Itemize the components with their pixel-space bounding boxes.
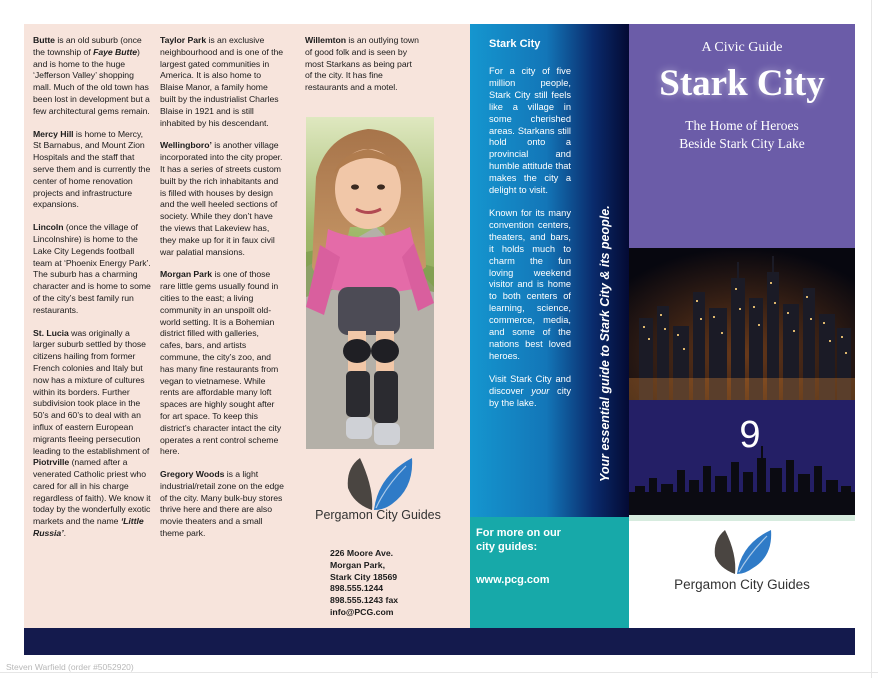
column-3 [305, 35, 421, 105]
address-line: Stark City 18569 [330, 571, 398, 582]
visit-paragraph: Visit Stark City and discover your city by the lake. [489, 373, 572, 408]
vertical-tagline: Your essential guide to Stark City & its people. [598, 205, 612, 482]
cover-logo-wordmark: Pergamon City Guides [674, 577, 810, 592]
intro-paragraph: For a city of five million people, Stark City still feels like a village in some cherished areas. Starkans still hold onto a provincial and humble attitude that makes the city a delight to visit. [489, 66, 571, 196]
address-line: Morgan Park, [330, 559, 386, 570]
contact-address [330, 548, 450, 619]
cover-subtitle: The Home of Heroes Beside Stark City Lake [679, 118, 805, 151]
address-line: 226 Moore Ave. [330, 548, 394, 558]
order-footer: Steven Warfield (order #5052920) [6, 662, 134, 672]
cover-title: Stark City [659, 63, 825, 104]
leaf-logo-icon [629, 528, 855, 584]
middle-body [489, 66, 571, 420]
wellingboro-paragraph: Wellingboro’ is another village incorporated into the city proper. It has a series of streets custom built by the rich inhabitants and is filled with houses by design and the well heeled sections of society. While they don’t have the views that Lakeview has, they make up for it in faux civil war palatial mansions. [160, 140, 283, 257]
butte-name: Butte [33, 35, 55, 45]
more-info-heading: For more on our city guides: [476, 527, 561, 553]
page-edge-bottom [0, 672, 878, 673]
willemton-paragraph: Willemton is an outlying town of good folk and is seen by most Starkans as being part of the city. It has fine restaurants and a motel. [305, 35, 419, 93]
mercy-hill-paragraph: Mercy Hill is home to Mercy, St Barnabus, and Mount Zion Hospitals and the staff that serve them and is currently the center of home renovation projects and infrastructure expansions. [33, 128, 151, 210]
faye-butte-name: Faye Butte [93, 46, 137, 57]
column-2 [160, 35, 284, 551]
lincoln-paragraph: Lincoln (once the village of Lincolnshire) is home to the Lake City Legends football team at ‘Phoenix Energy Park’. The suburb has a charming character and is home to some of the city’s best family run restaurants. [33, 222, 151, 315]
cover-kicker: A Civic Guide [701, 40, 783, 55]
middle-title: Stark City [489, 38, 541, 50]
column-1 [33, 35, 153, 551]
issue-number: 9 [739, 414, 761, 456]
logo-wordmark: Pergamon City Guides [315, 508, 441, 522]
website-link[interactable]: www.pcg.com [476, 574, 550, 586]
known-for-paragraph: Known for its many convention centers, theaters, and bars, it holds much to charm the fun loving weekend visitor and is home to both centers of learning, science, commerce, media, and some of the nations best loved heroes. [489, 207, 571, 361]
page-edge-right [871, 0, 872, 678]
email-address[interactable]: info@PCG.com [330, 606, 394, 617]
girl-rollerblading-photo [306, 117, 434, 449]
city-skyline-night-photo [629, 248, 855, 400]
st-lucia-paragraph: St. Lucia was originally a larger suburb settled by those citizens hailing from former French colonies and Italy but now has a mixture of cultures within its borders. Further subdivision took place in the 50’s and 60’s to deal with an influx of eastern European migrants fleeing persecution leading to the establishment of Piotrville (named after a venerated Catholic priest who cared for all in his charge regardless of faith). We know it today by the wonderfully exotic markets and the name ‘Little Russia’. [33, 327, 151, 539]
morgan-park-paragraph: Morgan Park is one of those rare little gems usually found in cities to the east; a living community in an unspoilt old-world setting. It is a Bohemian district filled with galleries, cafes, bars, and artists commune, the city’s zoo, and has many fine restaurants from vegan to vietnamese. While rents are affordable many loft spaces are highly sought after for art space. To keep this district’s character intact the city operates a rent control scheme here. [160, 269, 282, 457]
butte-paragraph: Butte is an old suburb (once the township of Faye Butte) and is home to the huge ‘Jefferson Valley’ shopping mall. Much of the old town has been lost in development but a few architectural gems remain. [33, 35, 150, 116]
phone-number: 898.555.1244 [330, 583, 384, 594]
bottom-bar [24, 628, 855, 655]
cover-strip [629, 515, 855, 521]
taylor-park-paragraph: Taylor Park is an exclusive neighbourhood and is one of the largest gated communities in America. It is also home to Blaise Manor, a family home built by the industrialist Charles Blaise in 1921 and is still inhabited by his descendant. [160, 35, 284, 128]
gregory-woods-paragraph: Gregory Woods is a light industrial/retail zone on the edge of the city. Many bulk-buy stores thrive here and there are also movie theaters and a small theme park. [160, 469, 284, 539]
fax-number: 898.555.1243 fax [330, 595, 399, 606]
